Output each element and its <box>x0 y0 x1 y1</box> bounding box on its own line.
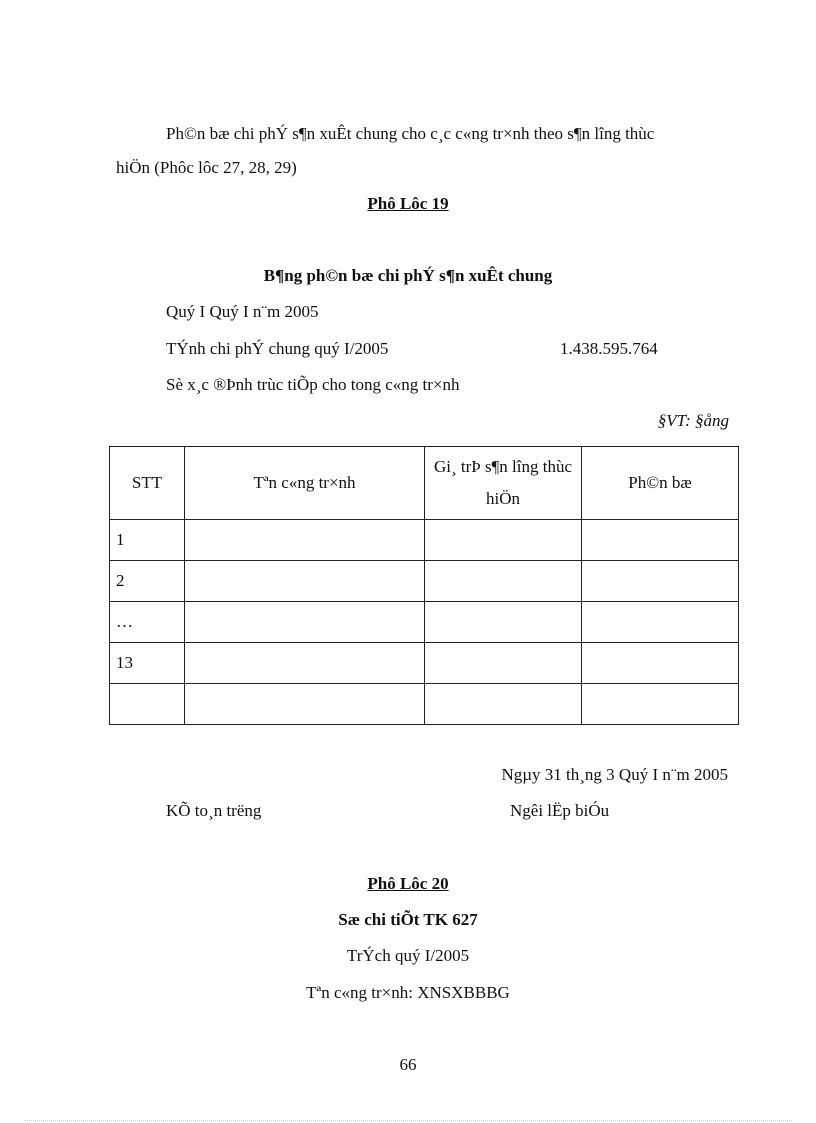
cell-allocation <box>582 643 739 684</box>
cell-stt: 2 <box>110 561 185 602</box>
cell-output-value <box>425 520 582 561</box>
allocation-table-title: B¶ng ph©n bæ chi phÝ s¶n xuÊt chung <box>263 266 553 285</box>
intro-line-2: hiÖn (Phôc lôc 27, 28, 29) <box>116 158 297 177</box>
page-number: 66 <box>399 1055 417 1074</box>
page-bottom-rule <box>24 1120 792 1121</box>
table-row <box>110 520 739 561</box>
cell-project-name <box>185 520 425 561</box>
header-project-name: Tªn c«ng tr×nh <box>185 447 425 520</box>
intro-line-1: Ph©n bæ chi phÝ s¶n xuÊt chung cho c¸c c«ng tr×nh theo s¶n lîng thùc <box>166 124 655 143</box>
cell-allocation <box>582 602 739 643</box>
total-cost-value: 1.438.595.764 <box>560 339 658 358</box>
cell-allocation <box>582 684 739 725</box>
excerpt-label: TrÝch quý I/2005 <box>346 946 470 965</box>
cell-allocation <box>582 520 739 561</box>
preparer-label: Ngêi lËp biÓu <box>510 801 610 820</box>
total-cost-label: TÝnh chi phÝ chung quý I/2005 <box>166 339 389 358</box>
header-allocation: Ph©n bæ <box>582 447 739 520</box>
cell-output-value <box>425 561 582 602</box>
unit-label: §VT: §ång <box>657 411 729 430</box>
table-row <box>110 684 739 725</box>
appendix-19-heading: Phô Lôc 19 <box>367 194 449 213</box>
header-output-value: Gi¸ trÞ s¶n lîng thùc hiÖn <box>425 447 582 520</box>
cell-stt: … <box>110 602 185 643</box>
cell-project-name <box>185 602 425 643</box>
cell-stt <box>110 684 185 725</box>
project-name-label: Tªn c«ng tr×nh: XNSXBBBG <box>306 983 510 1002</box>
direct-determination-label: Sè x¸c ®Þnh trùc tiÕp cho tong c«ng tr×nh <box>166 375 460 394</box>
cell-project-name <box>185 643 425 684</box>
quarter-label: Quý I Quý I n¨m 2005 <box>166 302 319 321</box>
cell-output-value <box>425 684 582 725</box>
header-stt: STT <box>110 447 185 520</box>
table-row <box>110 643 739 684</box>
cell-project-name <box>185 561 425 602</box>
cell-stt: 1 <box>110 520 185 561</box>
table-row <box>110 561 739 602</box>
allocation-table <box>109 446 739 725</box>
signature-date: Ngµy 31 th¸ng 3 Quý I n¨m 2005 <box>501 765 728 784</box>
cell-output-value <box>425 602 582 643</box>
cell-stt: 13 <box>110 643 185 684</box>
cell-project-name <box>185 684 425 725</box>
ledger-title: Sæ chi tiÕt TK 627 <box>338 910 478 929</box>
table-row <box>110 602 739 643</box>
cell-output-value <box>425 643 582 684</box>
appendix-20-heading: Phô Lôc 20 <box>367 874 449 893</box>
chief-accountant-label: KÕ to¸n trëng <box>166 801 262 820</box>
cell-allocation <box>582 561 739 602</box>
table-header-row <box>110 447 739 520</box>
